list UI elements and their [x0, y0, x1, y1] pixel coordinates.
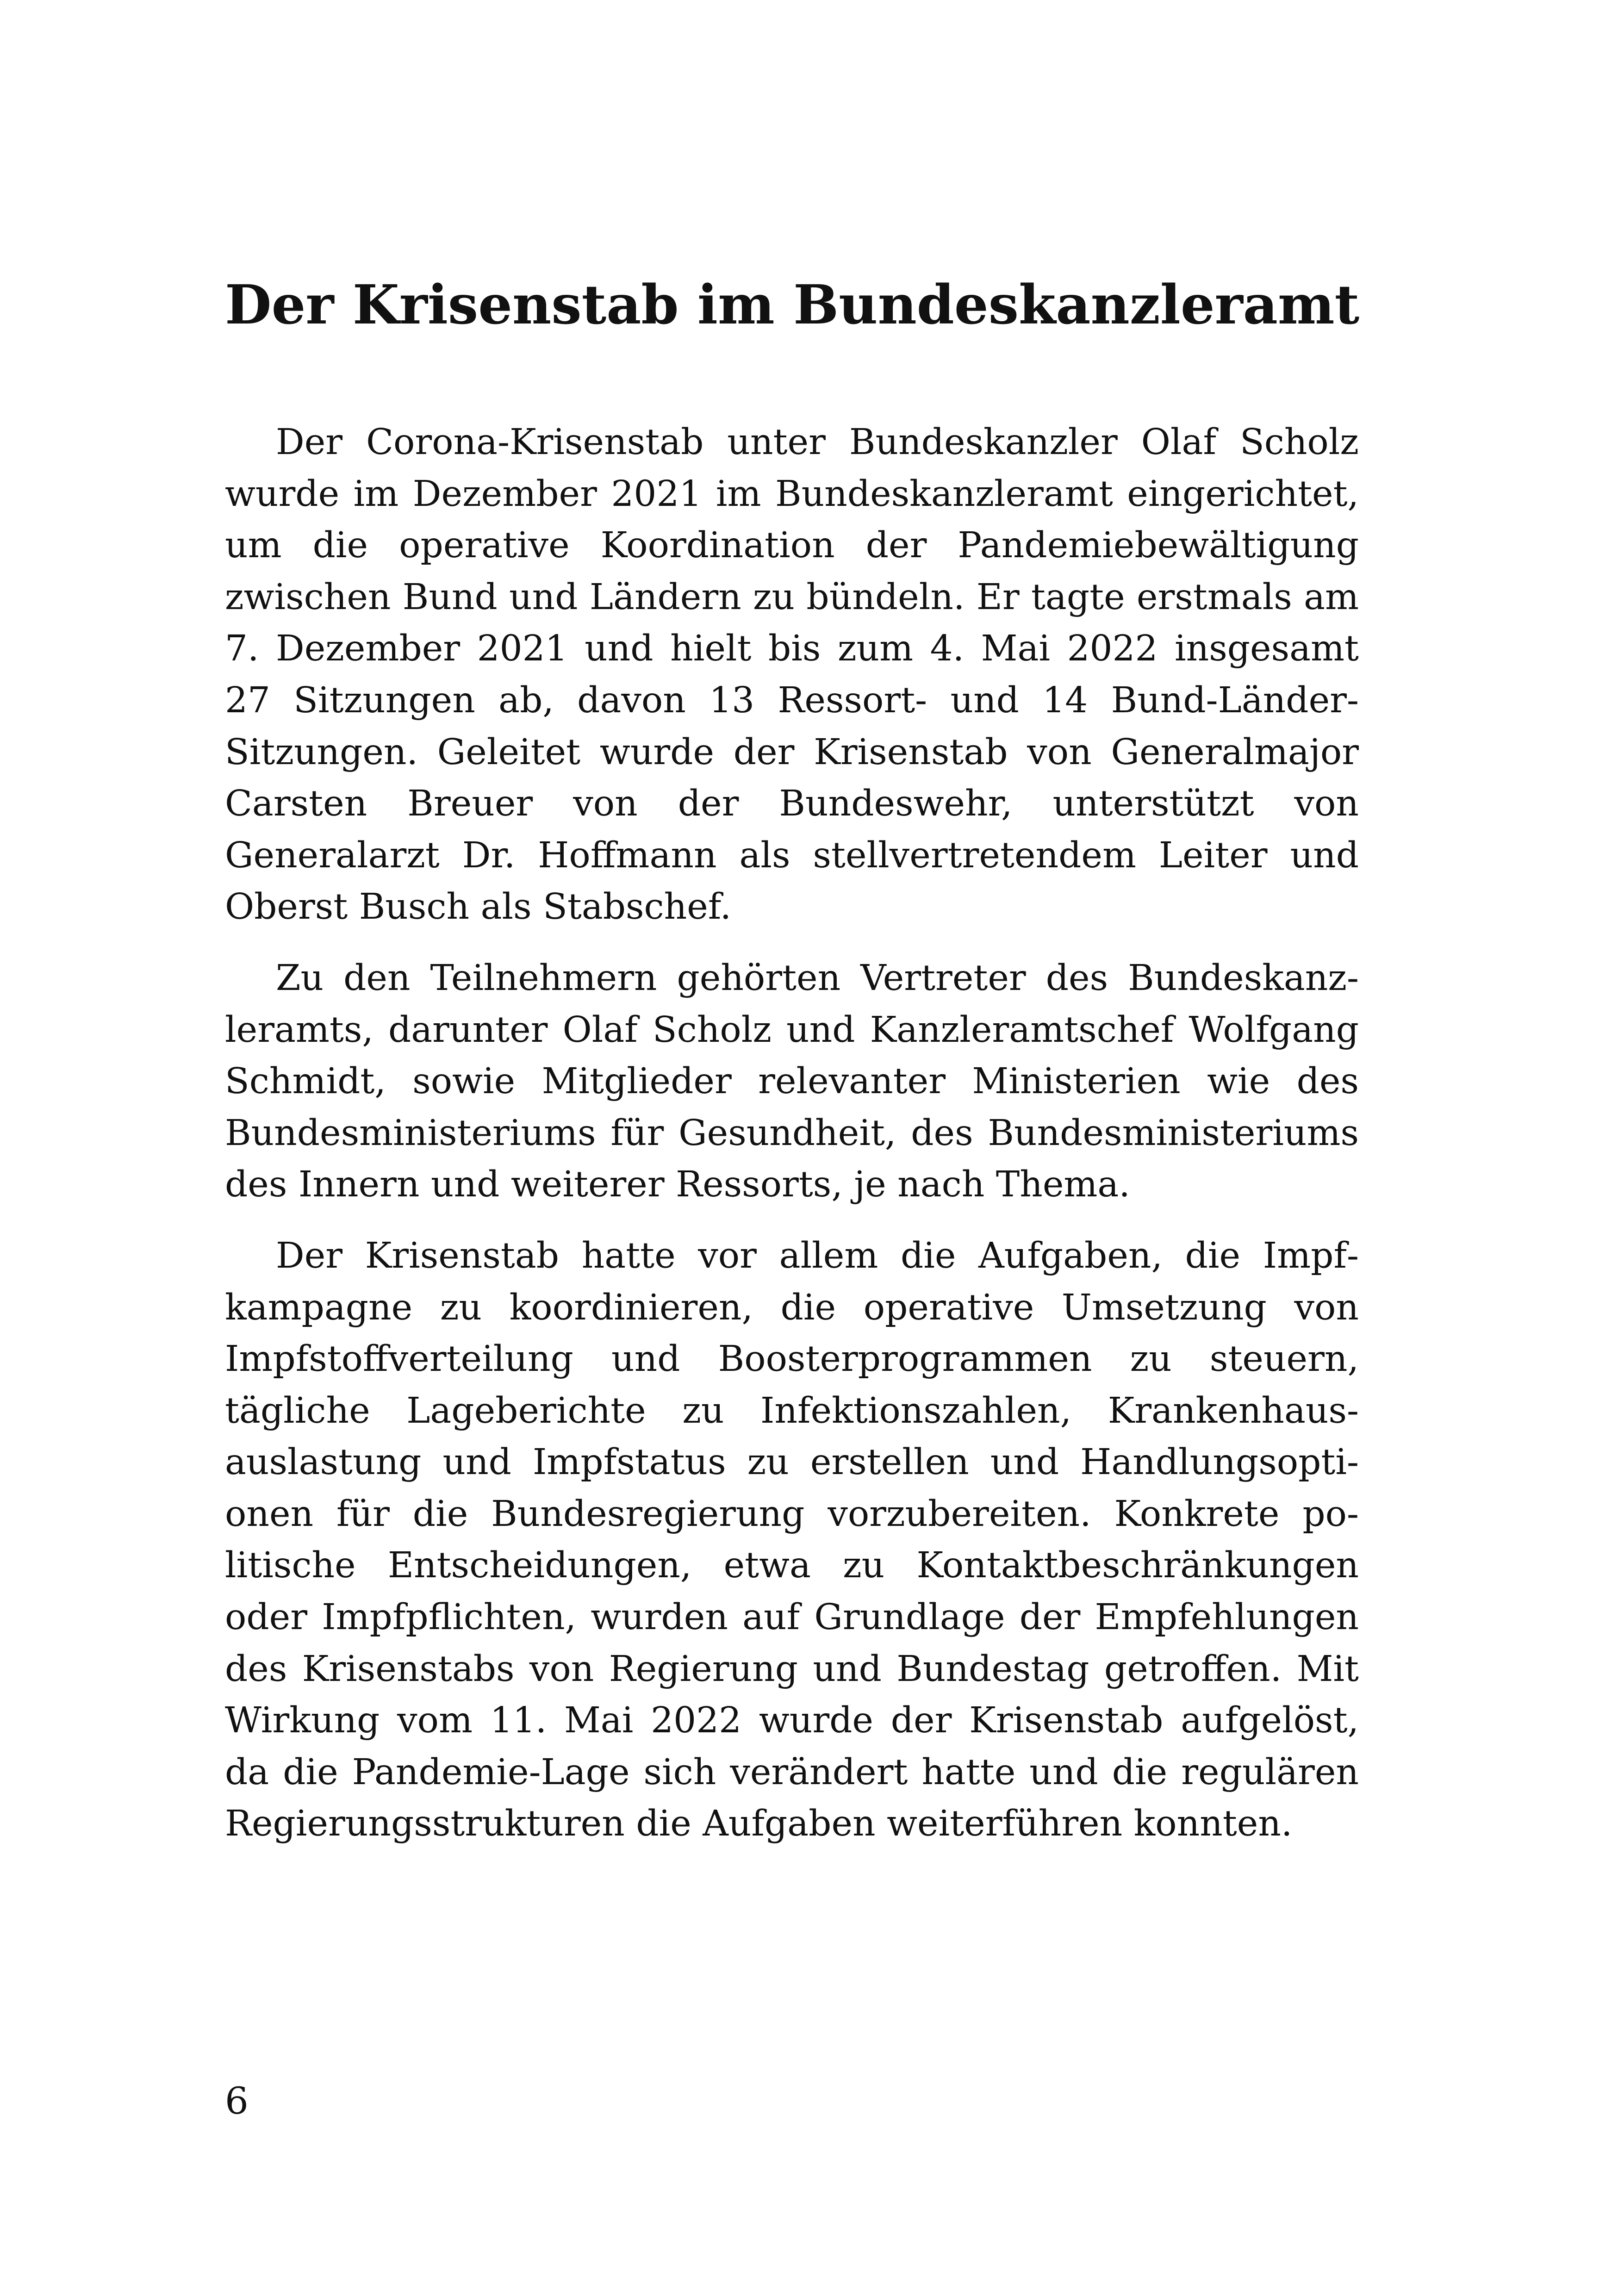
- paragraph-2: Zu den Teilnehmern gehörten Vertreter des Bundeskanzleramts, darunter Olaf Scholz und Kanzleramtschef Wolfgang Schmidt, sowie Mitglieder relevanter Ministerien wie des Bundesministeriums für Gesundheit, des Bundesministeriums des Innern und weiterer Ressorts, je nach Thema.: [225, 957, 1359, 1206]
- paragraph-1: Der Corona-Krisenstab unter Bundeskanzler Olaf Scholz wurde im Dezember 2021 im Bundeskanzleramt eingerichtet, um die operative Koordination der Pandemiebewältigung zwischen Bund und Ländern zu bündeln. Er tagte erstmals am 7. Dezember 2021 und hielt bis zum 4. Mai 2022 insgesamt 27 Sitzungen ab, davon 13 Ressort- und 14 Bund-Länder-Sitzungen. Geleitet wurde der Krisenstab von Generalmajor Carsten Breuer von der Bundeswehr, unterstützt von Generalarzt Dr. Hoffmann als stellvertretendem Leiter und Oberst Busch als Stabschef.: [225, 422, 1359, 928]
- paragraph-3: Der Krisenstab hatte vor allem die Aufgaben, die Impfkampagne zu koordinieren, die operative Umsetzung von Impfstoffverteilung und Boosterprogrammen zu steuern, tägliche Lageberichte zu Infektionszahlen, Krankenhausauslastung und Impfstatus zu erstellen und Handlungsoptionen für die Bundesregierung vorzubereiten. Konkrete politische Entscheidungen, etwa zu Kontaktbeschränkungen oder Impfpflichten, wurden auf Grundlage der Empfehlungen des Krisenstabs von Regierung und Bundestag getroffen. Mit Wirkung vom 11. Mai 2022 wurde der Krisenstab aufgelöst, da die Pandemie-Lage sich verändert hatte und die regulären Regierungsstrukturen die Aufgaben weiterführen konnten.: [225, 1235, 1359, 1845]
- body-text: [225, 417, 1359, 1869]
- page-heading: Der Krisenstab im Bundeskanzleramt: [225, 274, 1360, 336]
- page-number: 6: [225, 2079, 249, 2122]
